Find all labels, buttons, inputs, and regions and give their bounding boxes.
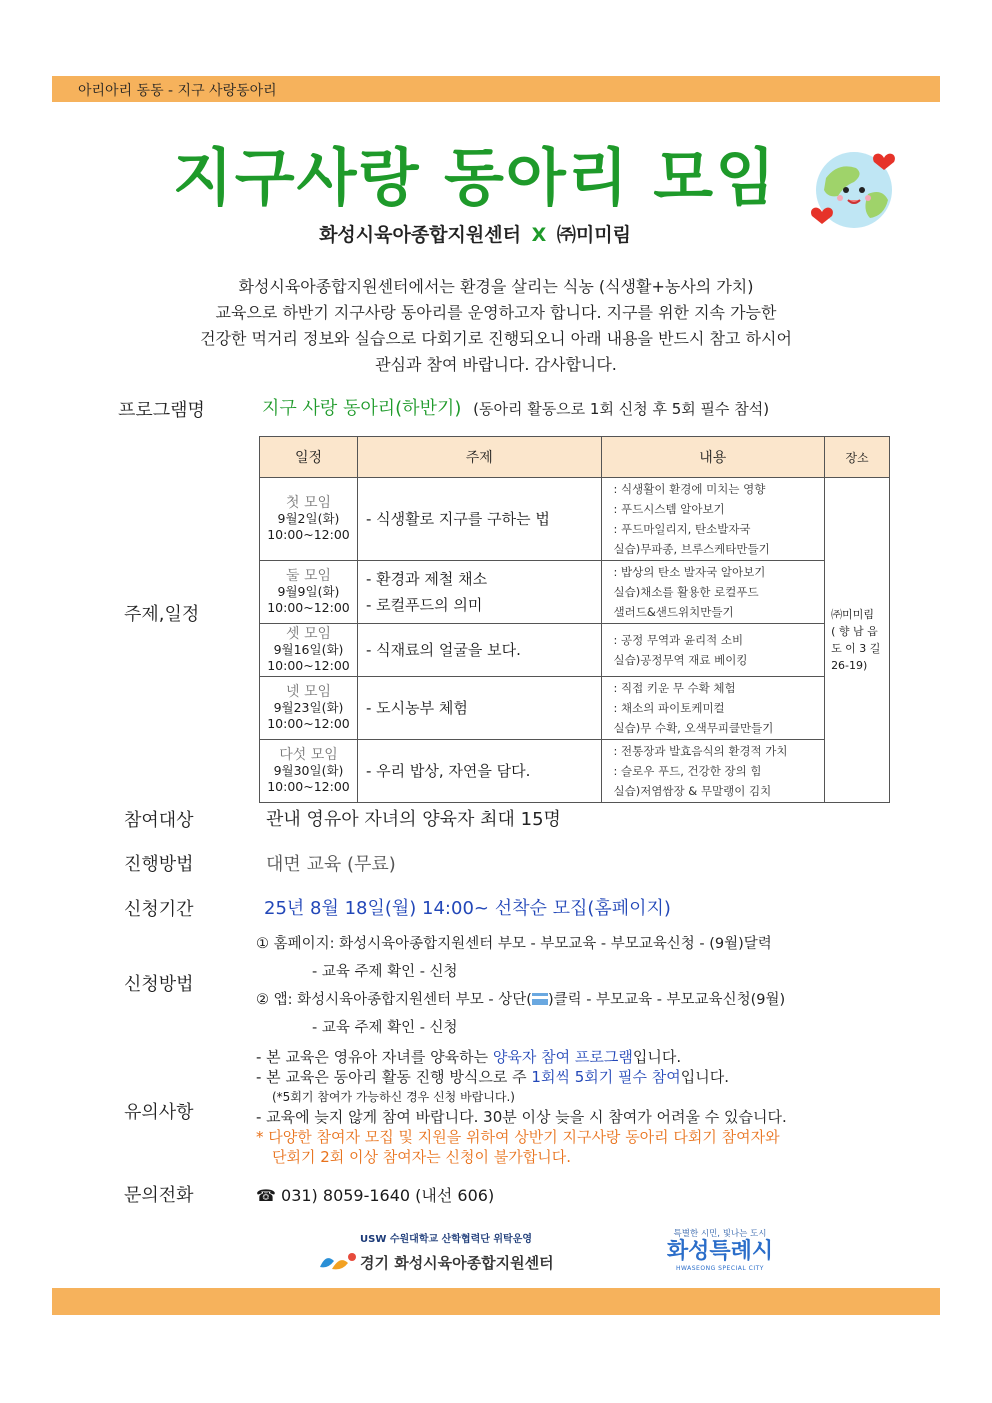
apply-text: ② 앱: 화성시육아종합지원센터 부모 - 상단( [256, 992, 532, 1008]
city-en: HWASEONG SPECIAL CITY [676, 1265, 764, 1272]
table-row [260, 677, 890, 740]
note-line: (*5회기 참여가 가능하신 경우 신청 바랍니다.) [272, 1090, 515, 1104]
contact-label: 문의전화 [124, 1185, 194, 1206]
format-value: 대면 교육 (무료) [266, 854, 396, 875]
format-label: 진행방법 [124, 854, 194, 875]
session-time: 10:00~12:00 [267, 527, 350, 542]
content-line: 실습)무 수확, 오색무피클만들기 [613, 721, 774, 735]
center-name: 경기 화성시육아종합지원센터 [360, 1253, 554, 1272]
content-line: : 직접 키운 무 수확 체험 [613, 681, 736, 695]
topic-line: - 환경과 제철 채소 [365, 570, 488, 588]
content-cell [601, 561, 825, 624]
content-line: 샐러드&샌드위치만들기 [613, 605, 734, 619]
intro-paragraph [120, 274, 872, 378]
session-cell [260, 478, 358, 561]
note-text: 입니다. [680, 1068, 729, 1086]
session-time: 10:00~12:00 [267, 716, 350, 731]
apply-line: - 교육 주제 확인 - 신청 [312, 1020, 458, 1036]
topic-cell [357, 624, 601, 677]
city-slogan: 특별한 시민, 빛나는 도시 [673, 1229, 767, 1239]
note-highlight: 1회씩 5회기 필수 참여 [531, 1068, 681, 1086]
period-label: 신청기간 [124, 899, 194, 920]
content-line: : 푸드시스템 알아보기 [613, 502, 725, 516]
session-date: 9월2일(화) [277, 511, 340, 526]
place-line: 도 이 3 길 [831, 642, 881, 655]
content-cell [601, 478, 825, 561]
content-line: 실습)무파종, 브루스케타만들기 [613, 542, 770, 556]
usw-text: USW 수원대학교 산학협력단 위탁운영 [360, 1234, 533, 1245]
footer-bar [52, 1288, 940, 1315]
note-text: 입니다. [632, 1048, 682, 1066]
program-name [262, 394, 769, 420]
schedule-label: 주제,일정 [124, 604, 200, 625]
session-date: 9월9일(화) [277, 584, 340, 599]
session-date: 9월23일(화) [273, 700, 344, 715]
topic-line: - 로컬푸드의 의미 [365, 596, 483, 614]
subtitle-organizer: 화성시육아종합지원센터 [319, 224, 521, 246]
session-name: 둘 모임 [285, 568, 331, 584]
content-line: : 슬로우 푸드, 건강한 장의 힘 [613, 764, 762, 778]
session-date: 9월30일(화) [273, 763, 344, 778]
table-header-row [260, 437, 890, 478]
content-line: 실습)저염쌈장 & 무말랭이 김치 [613, 784, 772, 798]
schedule-table [259, 436, 890, 803]
session-time: 10:00~12:00 [267, 600, 350, 615]
program-note: (동아리 활동으로 1회 신청 후 5회 필수 참석) [473, 400, 770, 418]
intro-line: 화성시육아종합지원센터에서는 환경을 살리는 식농 (식생활+농사의 가치) [238, 277, 754, 296]
content-cell [601, 740, 825, 803]
note-line: 단회기 2회 이상 참여자는 신청이 불가합니다. [272, 1148, 571, 1166]
center-logo-row [316, 1249, 566, 1275]
intro-line: 교육으로 하반기 지구사랑 동아리를 운영하고자 합니다. 지구를 위한 지속 가능한 [215, 303, 777, 322]
note-line: - 교육에 늦지 않게 참여 바랍니다. 30분 이상 늦을 시 참여가 어려울 수 있습니다. [256, 1108, 787, 1126]
period-value: 25년 8월 18일(월) 14:00~ 선착순 모집(홈페이지) [264, 898, 671, 919]
content-cell [601, 624, 825, 677]
header-bar [52, 76, 940, 102]
session-cell [260, 561, 358, 624]
column-header: 주제 [357, 437, 601, 478]
session-cell [260, 740, 358, 803]
table-row [260, 561, 890, 624]
note-highlight: 양육자 참여 프로그램 [492, 1048, 633, 1066]
content-line: : 채소의 파이토케미컬 [613, 701, 725, 715]
content-line: 실습)채소를 활용한 로컬푸드 [613, 585, 759, 599]
session-time: 10:00~12:00 [267, 779, 350, 794]
session-name: 넷 모임 [285, 684, 331, 700]
content-line: : 공정 무역과 윤리적 소비 [613, 633, 744, 647]
table-row [260, 478, 890, 561]
note-text: - 본 교육은 동아리 활동 진행 방식으로 주 [256, 1068, 532, 1086]
content-line: : 식생활이 환경에 미치는 영향 [613, 482, 766, 496]
table-row [260, 740, 890, 803]
topic-cell [357, 740, 601, 803]
topic-cell [357, 677, 601, 740]
notes-label: 유의사항 [124, 1102, 194, 1123]
program-title: 지구 사랑 동아리(하반기) [262, 398, 462, 419]
target-value: 관내 영유아 자녀의 양육자 최대 15명 [266, 809, 561, 830]
apply-line: - 교육 주제 확인 - 신청 [312, 964, 458, 980]
session-name: 첫 모임 [285, 495, 331, 511]
subtitle-partner: ㈜미미림 [556, 224, 631, 246]
table-row [260, 624, 890, 677]
apply-method [256, 930, 785, 1042]
content-cell [601, 677, 825, 740]
city-name: 화성특례시 [666, 1239, 774, 1264]
session-cell [260, 677, 358, 740]
session-date: 9월16일(화) [273, 642, 344, 657]
session-time: 10:00~12:00 [267, 658, 350, 673]
content-line: : 푸드마일리지, 탄소발자국 [613, 522, 751, 536]
place-line: ( 향 남 읍 [831, 625, 878, 638]
menu-icon [532, 993, 548, 1005]
content-line: 실습)공정무역 재료 베이킹 [613, 653, 748, 667]
notes-list [256, 1047, 787, 1167]
note-line [256, 1067, 787, 1087]
center-logo [316, 1230, 566, 1275]
apply-text: )클릭 - 부모교육 - 부모교육신청(9월) [547, 992, 786, 1008]
apply-line: ① 홈페이지: 화성시육아종합지원센터 부모 - 부모교육 - 부모교육신청 - (9월)달력 [256, 936, 772, 952]
center-logo-icon [316, 1249, 358, 1275]
column-header: 일정 [260, 437, 358, 478]
header-tag: 아리아리 동동 - 지구 사랑동아리 [78, 83, 277, 99]
subtitle-x: X [531, 224, 547, 246]
session-cell [260, 624, 358, 677]
intro-line: 건강한 먹거리 정보와 실습으로 다회기로 진행되오니 아래 내용을 반드시 참고 하시어 [200, 329, 792, 348]
content-line: : 전통장과 발효음식의 환경적 가치 [613, 744, 788, 758]
topic-line: - 우리 밥상, 자연을 담다. [365, 762, 531, 780]
target-label: 참여대상 [124, 810, 194, 831]
subtitle [200, 220, 750, 247]
page-title: 지구사랑 동아리 모임 [172, 141, 778, 214]
topic-line: - 도시농부 체험 [365, 699, 468, 717]
topic-cell [357, 478, 601, 561]
topic-line: - 식재료의 얼굴을 보다. [365, 641, 521, 659]
column-header: 장소 [825, 437, 890, 478]
earth-illustration [808, 148, 908, 232]
topic-cell [357, 561, 601, 624]
contact-value: ☎ 031) 8059-1640 (내선 606) [256, 1186, 495, 1205]
note-line [256, 1047, 787, 1067]
place-cell [825, 478, 890, 803]
note-line: * 다양한 참여자 모집 및 지원을 위하여 상반기 지구사랑 동아리 다회기 참여자와 [256, 1128, 780, 1146]
note-text: - 본 교육은 영유아 자녀를 양육하는 [256, 1048, 493, 1066]
column-header: 내용 [601, 437, 825, 478]
place-line: ㈜미미림 [831, 608, 874, 621]
city-logo [650, 1227, 790, 1272]
program-label: 프로그램명 [118, 400, 205, 421]
session-name: 셋 모임 [285, 626, 331, 642]
intro-line: 관심과 참여 바랍니다. 감사합니다. [375, 355, 617, 374]
apply-label: 신청방법 [124, 974, 194, 995]
apply-line [256, 986, 785, 1014]
content-line: : 밥상의 탄소 발자국 알아보기 [613, 565, 766, 579]
place-line: 26-19) [831, 659, 868, 672]
session-name: 다섯 모임 [279, 747, 338, 763]
topic-line: - 식생활로 지구를 구하는 법 [365, 510, 550, 528]
